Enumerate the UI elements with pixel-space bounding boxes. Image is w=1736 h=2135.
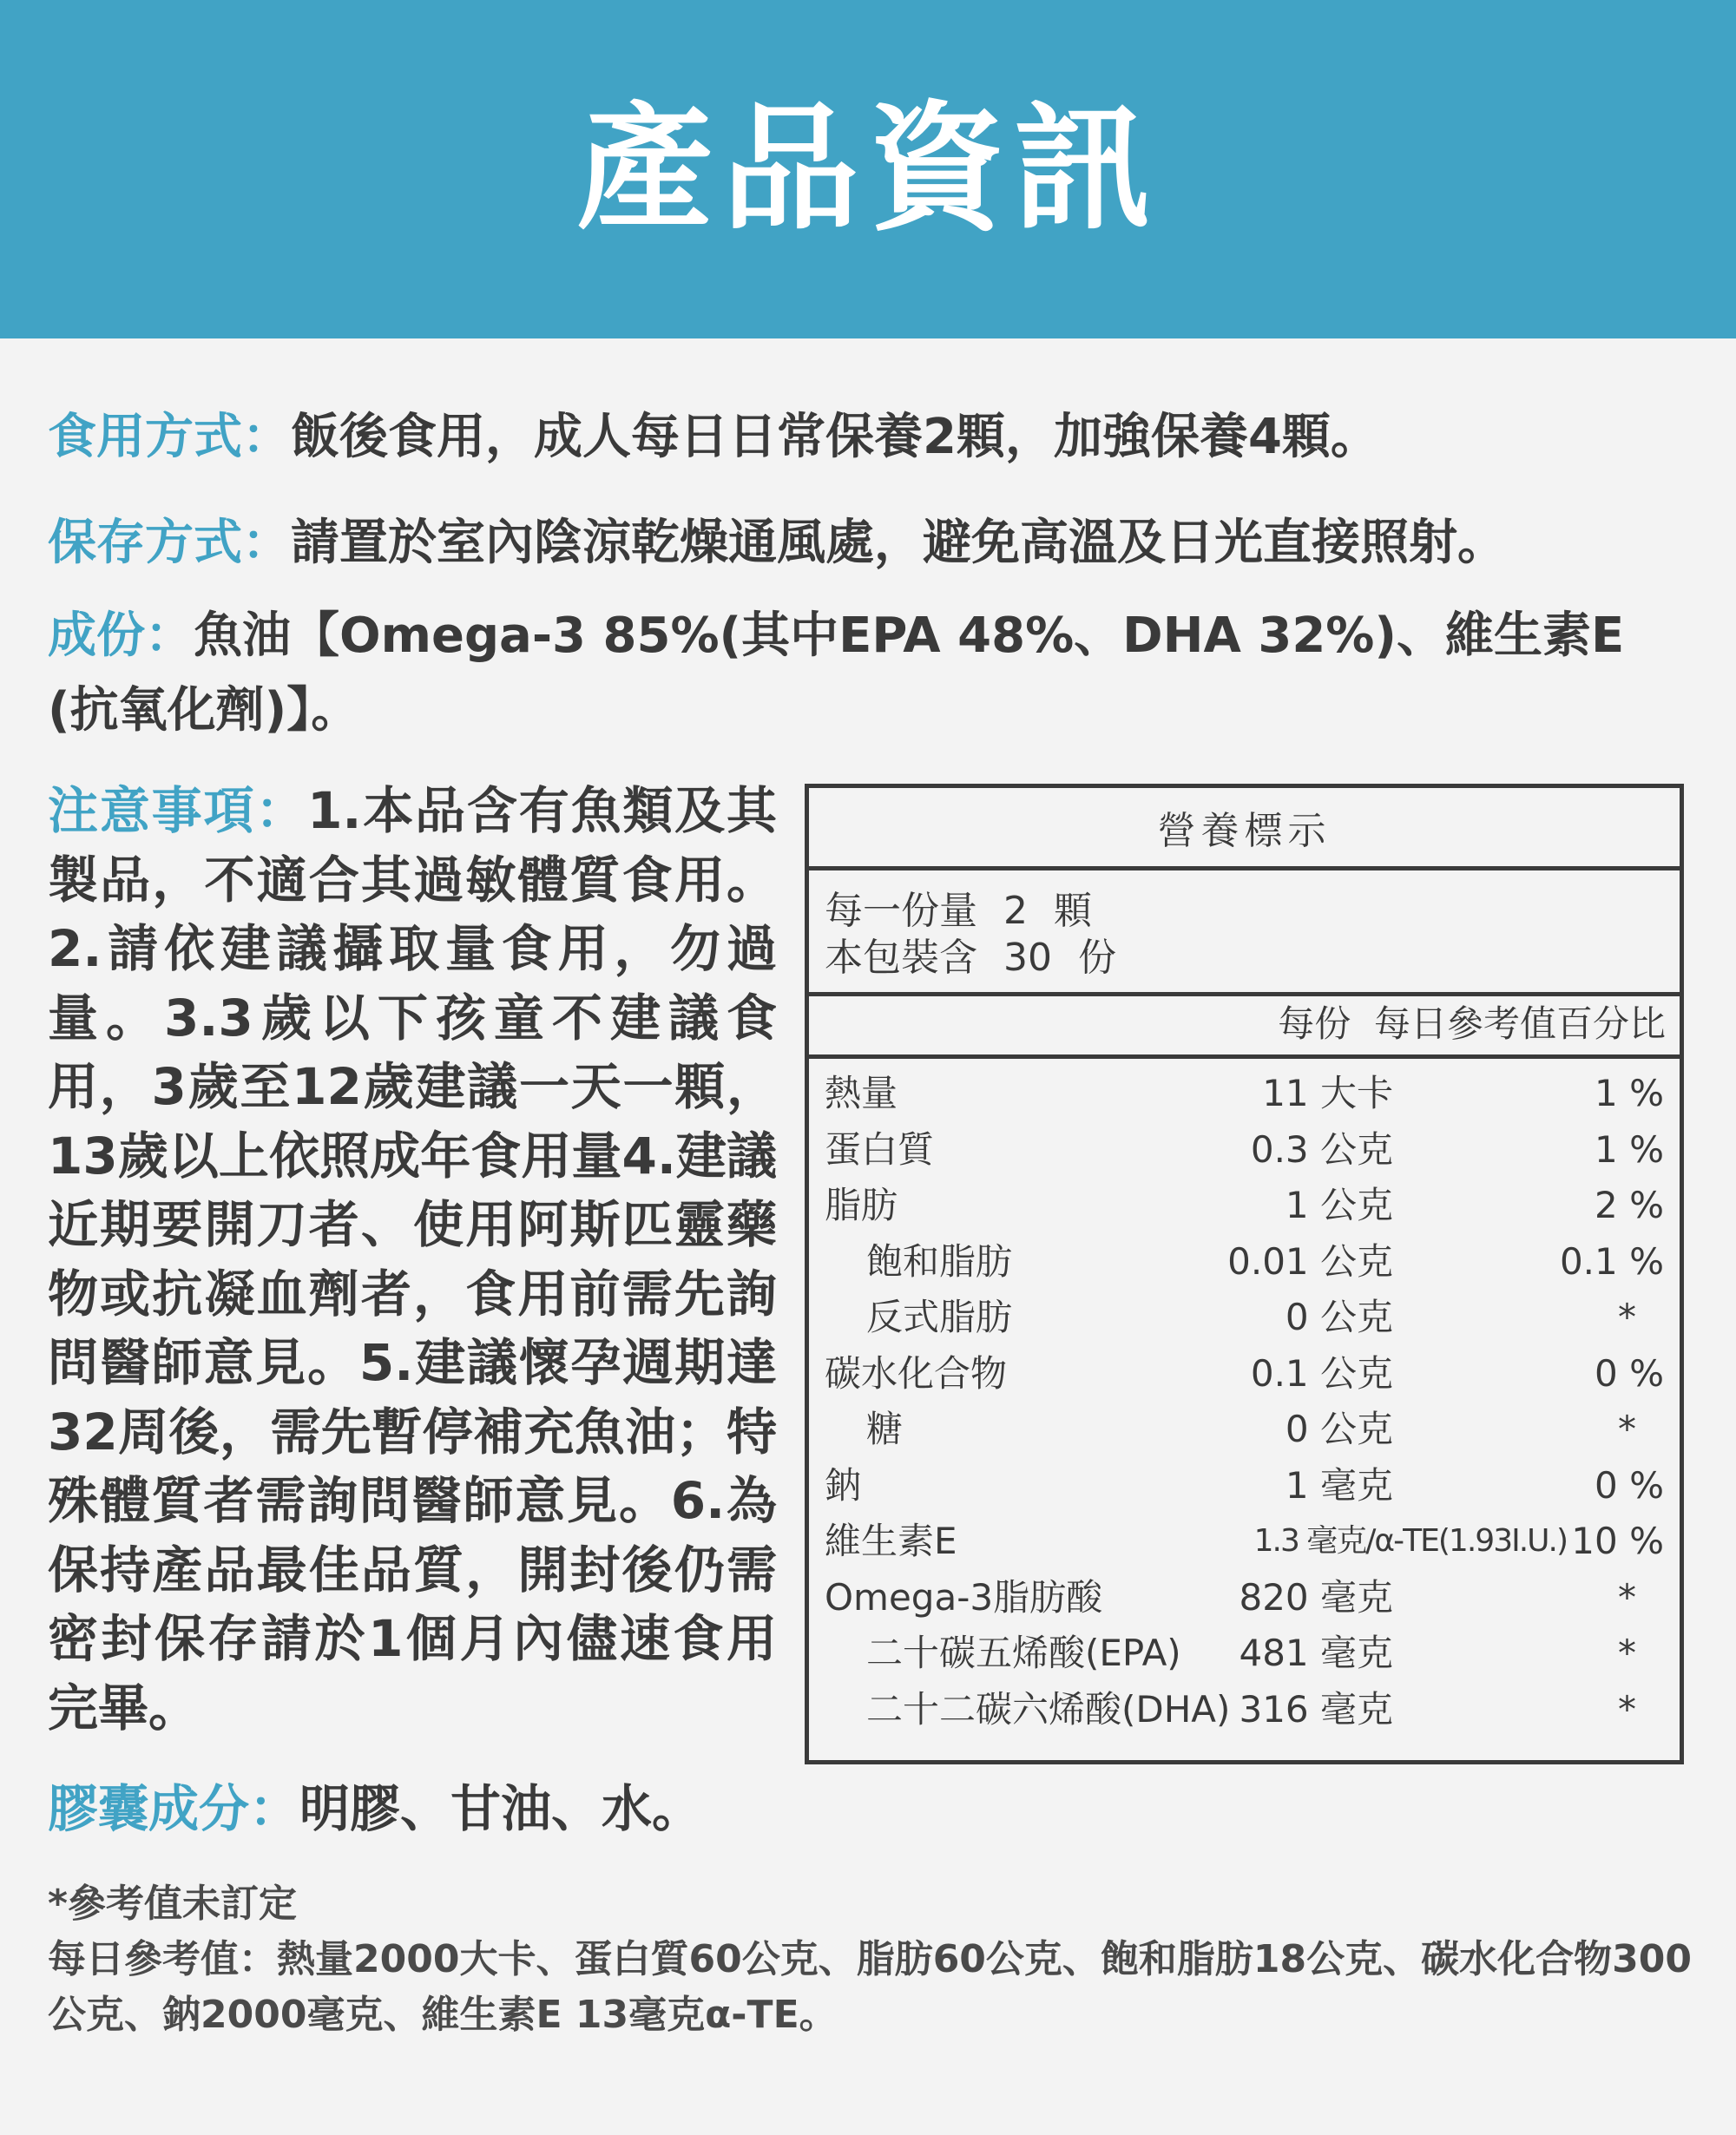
nutrient-amount: 1 毫克 bbox=[1285, 1463, 1393, 1507]
nutrient-daily-value: * bbox=[1618, 1632, 1636, 1674]
pack-count bbox=[825, 935, 1680, 982]
nutrient-amount: 11 大卡 bbox=[1262, 1072, 1393, 1114]
capsule-line bbox=[48, 1777, 702, 1840]
nutrient-amount: 1 公克 bbox=[1285, 1184, 1393, 1226]
nutrient-daily-value: 1 % bbox=[1595, 1127, 1664, 1171]
nutrient-amount: 0 公克 bbox=[1285, 1296, 1393, 1338]
nutrition-rows bbox=[809, 1066, 1680, 1738]
storage-label: 保存方式： bbox=[48, 515, 291, 571]
pack-value: 30 bbox=[1003, 936, 1052, 980]
nutrient-name: 鈉 bbox=[825, 1463, 862, 1507]
nutrient-name: 熱量 bbox=[825, 1072, 898, 1114]
ingredients-text: 魚油【Omega-3 85%(其中EPA 48%、DHA 32%)、維生素E (抗氧化劑)】。 bbox=[48, 608, 1625, 739]
header-per: 每份 bbox=[1278, 1002, 1351, 1045]
footnote bbox=[48, 1876, 1706, 2043]
nutrient-daily-value: 1 % bbox=[1595, 1072, 1664, 1114]
page-title: 產品資訊 bbox=[576, 89, 1160, 249]
nutrition-title: 營養標示 bbox=[809, 788, 1680, 870]
nutrient-daily-value: 0.1 % bbox=[1559, 1239, 1664, 1283]
storage-line bbox=[48, 512, 1506, 575]
ingredients-line bbox=[48, 599, 1697, 748]
nutrition-row bbox=[809, 1402, 1680, 1458]
nutrient-daily-value: 0 % bbox=[1595, 1351, 1664, 1395]
storage-text: 請置於室內陰涼乾燥通風處，避免高溫及日光直接照射。 bbox=[291, 515, 1506, 571]
nutrient-name: 維生素E bbox=[825, 1520, 957, 1562]
serving-value: 2 bbox=[1003, 889, 1028, 933]
nutrient-amount: 1.3 毫克/α-TE(1.93I.U.) bbox=[1253, 1523, 1567, 1559]
serving-unit: 顆 bbox=[1054, 889, 1092, 933]
header-banner bbox=[0, 0, 1736, 338]
serving-info bbox=[809, 870, 1680, 996]
nutrient-daily-value: 0 % bbox=[1595, 1463, 1664, 1507]
nutrition-row bbox=[809, 1570, 1680, 1626]
usage-text: 飯後食用，成人每日日常保養2顆，加強保養4顆。 bbox=[291, 409, 1379, 465]
footnote-undefined: *參考值未訂定 bbox=[48, 1882, 298, 1926]
nutrient-amount: 316 毫克 bbox=[1239, 1687, 1393, 1731]
nutrient-amount: 820 毫克 bbox=[1239, 1575, 1393, 1619]
footnote-daily-values: 每日參考值：熱量2000大卡、蛋白質60公克、脂肪60公克、飽和脂肪18公克、碳水化合物300公克、鈉2000毫克、維生素E 13毫克α-TE。 bbox=[48, 1937, 1692, 2037]
nutrient-daily-value: * bbox=[1618, 1575, 1636, 1619]
nutrient-amount: 0.1 公克 bbox=[1250, 1351, 1393, 1395]
nutrient-name: 二十碳五烯酸(EPA) bbox=[866, 1632, 1181, 1674]
nutrient-name: 糖 bbox=[866, 1408, 904, 1450]
nutrient-name: 碳水化合物 bbox=[825, 1351, 1008, 1395]
nutrient-name: 飽和脂肪 bbox=[866, 1239, 1013, 1283]
pack-label: 本包裝含 bbox=[825, 936, 977, 980]
nutrient-name: 二十二碳六烯酸(DHA) bbox=[866, 1687, 1231, 1731]
nutrient-daily-value: * bbox=[1618, 1687, 1636, 1731]
nutrient-amount: 0 公克 bbox=[1285, 1408, 1393, 1450]
nutrition-row bbox=[809, 1346, 1680, 1403]
nutrition-row bbox=[809, 1234, 1680, 1291]
notes-block bbox=[48, 777, 777, 1743]
header-dv: 每日參考值百分比 bbox=[1373, 1002, 1666, 1045]
nutrient-name: 脂肪 bbox=[825, 1184, 898, 1226]
notes-text: 1.本品含有魚類及其製品，不適合其過敏體質食用。2.請依建議攝取量食用，勿過量。3.3歲以下孩童不建議食用，3歲至12歲建議一天一顆，13歲以上依照成年食用量4.建議近期要開刀者、使用阿斯匹靈藥物或抗凝血劑者，食用前需先詢問醫師意見。5.建議懷孕週期達32周後，需先暫停補充魚油；特殊體質者需詢問醫師意見。6.為保持產品最佳品質，開封後仍需密封保存請於1個月內儘速食用完畢。 bbox=[48, 781, 777, 1738]
pack-unit: 份 bbox=[1078, 936, 1116, 980]
nutrition-row bbox=[809, 1458, 1680, 1514]
nutrient-name: Omega-3脂肪酸 bbox=[825, 1575, 1103, 1619]
capsule-text: 明膠、甘油、水。 bbox=[299, 1779, 703, 1838]
nutrient-amount: 481 毫克 bbox=[1239, 1632, 1393, 1674]
nutrition-row bbox=[809, 1626, 1680, 1682]
nutrient-amount: 0.01 公克 bbox=[1227, 1239, 1393, 1283]
nutrition-column-header bbox=[809, 996, 1680, 1059]
nutrition-row bbox=[809, 1514, 1680, 1570]
notes-label: 注意事項： bbox=[48, 781, 308, 840]
nutrient-name: 蛋白質 bbox=[825, 1127, 935, 1171]
ingredients-label: 成份： bbox=[48, 608, 194, 664]
nutrient-daily-value: * bbox=[1618, 1296, 1636, 1338]
nutrition-row bbox=[809, 1178, 1680, 1234]
nutrition-row bbox=[809, 1122, 1680, 1179]
nutrient-amount: 0.3 公克 bbox=[1250, 1127, 1393, 1171]
nutrition-row bbox=[809, 1066, 1680, 1122]
serving-label: 每一份量 bbox=[825, 889, 977, 933]
nutrient-daily-value: 10 % bbox=[1571, 1520, 1664, 1562]
nutrient-daily-value: * bbox=[1618, 1408, 1636, 1450]
nutrient-name: 反式脂肪 bbox=[866, 1296, 1013, 1338]
nutrition-row bbox=[809, 1682, 1680, 1738]
nutrient-daily-value: 2 % bbox=[1595, 1184, 1664, 1226]
nutrition-row bbox=[809, 1290, 1680, 1346]
serving-size bbox=[825, 888, 1680, 935]
capsule-label: 膠囊成分： bbox=[48, 1779, 300, 1838]
usage-label: 食用方式： bbox=[48, 409, 291, 465]
nutrition-table bbox=[805, 784, 1684, 1764]
usage-line bbox=[48, 406, 1379, 469]
